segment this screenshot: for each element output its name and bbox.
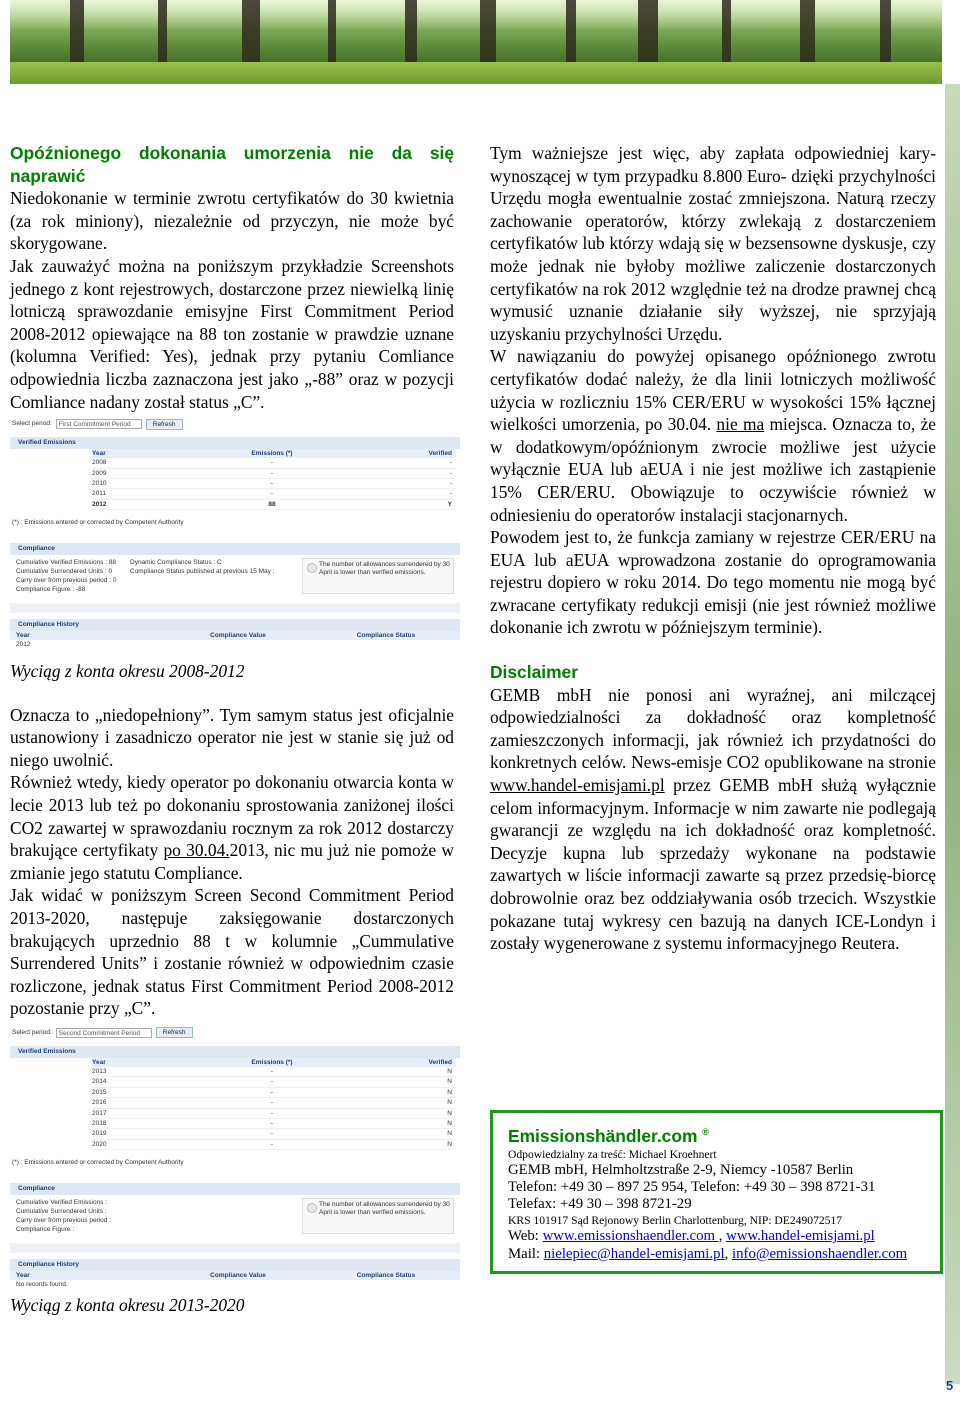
table-row: 2009 - - [92, 469, 456, 479]
table-row: 2019 - N [92, 1129, 456, 1139]
web-links: Web: www.emissionshaendler.com , www.handel-emisjami.pl [508, 1228, 875, 1245]
email-link[interactable]: nielepiec@handel-emisjami.pl [543, 1245, 725, 1262]
responsible-person: Odpowiedzialny za treść: Michael Kroehnert [508, 1147, 717, 1161]
section-heading: Opóźnionego dokonania umorzenia nie da się naprawić [10, 143, 454, 186]
table-row: 2013 - N [92, 1067, 456, 1077]
panel-header: Verified Emissions [10, 437, 460, 449]
disclaimer-heading: Disclaimer [490, 662, 578, 683]
paragraph: W nawiązaniu do powyżej opisanego opóźnionego zwrotu certyfikatów dodać należy, że dla linii lotniczych możliwość użycia w rozliczniu 15% CER/ERU w wysokości 15% łącznej wielkości umorzenia, po 30.04. nie ma miejsca. Oznacza to, że w dodatkowym/opóźnionym zwrocie możliwe jest użycie wyłącznie EUA lub aEUA i nie jest możliwe ich zastąpienie 15% CER/ERU. Obowiązuje to oczywiście również w odniesieniu do operatorów instalacji stacjonarnych. [490, 346, 937, 525]
email-links: Mail: nielepiec@handel-emisjami.pl, info@emissionshaendler.com [508, 1245, 908, 1262]
table-row: 2011 - - [92, 489, 456, 499]
company-registration: KRS 101917 Sąd Rejonowy Berlin Charlottenburg, NIP: DE249072517 [508, 1214, 843, 1228]
right-column [490, 142, 936, 955]
table-header: Year Compliance Value Compliance Status [10, 1271, 460, 1280]
left-column [10, 142, 454, 1316]
contact-box [490, 1110, 943, 1274]
period-select: Second Commitment Period [56, 1028, 152, 1038]
table-row: 2008 - - [92, 458, 456, 468]
figure-caption: Wyciąg z konta okresu 2013-2020 [10, 1294, 245, 1315]
panel-header: Compliance History [10, 1259, 460, 1271]
disclaimer-text: GEMB mbH nie ponosi ani wyraźnej, ani milczącej odpowiedzialności za dokładność oraz kompletność zamieszczonych informacji, jak również ich przydatności do konkretnych celów. News-emisje CO2 opublikowane na stronie www.handel-emisjami.pl przez GEMB mbH służą wyłącznie celom informacyjnym. Informacje w nim zawarte nie podlegają gwarancji ze względu na ich dokładność oraz kompletność. Decyzje kupna lub sprzedaży wykonane na podstawie zawartych w liście informacji zawarte są przez przedsię-biorcę dobrowolnie oraz bez oddziaływania osób trzecich. Wszystkie pokazane tutaj wykresy cen bazują na danych ICE-Londyn i zostały wygenerowane z systemu informacyjnego Reutera. [490, 684, 936, 954]
table-row: 2012 [16, 640, 31, 648]
table-row: 2017 - N [92, 1109, 456, 1119]
table-row: 2010 - - [92, 479, 456, 489]
paragraph: Również wtedy, kiedy operator po dokonaniu otwarcia konta w lecie 2013 lub też po dokonaniu sprostowania zaniżonej ilości CO2 zawartej w sprawozdaniu rocznym za rok 2012 dostarczy brakujące certyfikaty po 30.04.2013, nic mu już nie pomoże w zmianie jego statutu Compliance. [10, 772, 454, 883]
paragraph: Jak widać w poniższym Screen Second Commitment Period 2013-2020, następuje zaksięgowanie dostarczonych brakujących uprzednio 88 t w kolumnie „Cummulative Surrendered Units” i zostanie również w odpowiednim czasie rozliczone, jednak status First Commitment Period 2008-2012 pozostanie przy „C”. [10, 885, 454, 1019]
select-label: Select period: [12, 419, 52, 427]
table-note: (*) : Emissions entered or corrected by Competent Authority [12, 1159, 184, 1167]
refresh-button: Refresh [156, 1027, 193, 1038]
table-row: 2012 88 Y [92, 500, 456, 510]
paragraph: Tym ważniejsze jest więc, aby zapłata odpowiedniej kary- wynoszącej w tym przypadku 8.800 Euro- dzięki przychylności Urzędu mogła ewentualnie zostać zmniejszona. Naturą rzeczy zachowanie operatorów, którzy zwlekają z dostarczeniem certyfikatów lub którzy wdają się w bezsensowne dyskusje, czy może jednak nie byłoby możliwe zaliczenie dostarczonych certyfikatów na rok 2012 względnie też na drodze prawnej chcą wymusić uznanie działanie siły wyższej, nie sprzyjają uzyskaniu przychylności Urzędu. [490, 143, 936, 344]
panel-header: Verified Emissions [10, 1046, 460, 1058]
paragraph: Oznacza to „niedopełniony”. Tym samym status jest oficjalnie ustanowiony i zasadniczo operator nie jest w stanie się już od niego uwolnić. [10, 704, 454, 770]
period-select: First Commitment Period [56, 419, 142, 429]
table-row: 2014 - N [92, 1077, 456, 1087]
status-info-box: The number of allowances surrendered by 30 April is lower than verified emissions. [302, 558, 454, 594]
phone: Telefon: +49 30 – 897 25 954, Telefon: +49 30 – 398 8721-31 [508, 1179, 876, 1195]
paragraph: Niedokonanie w terminie zwrotu certyfikatów do 30 kwietnia (za rok miniony), niezależnie od przyczyn, nie może być skorygowane. [10, 188, 454, 254]
registry-screenshot-2013-2020 [10, 1026, 460, 1290]
table-row: No records found. [16, 1280, 68, 1288]
table-header: Year Compliance Value Compliance Status [10, 631, 460, 640]
paragraph: Powodem jest to, że funkcja zamiany w rejestrze CER/ERU na EUA lub aEUA wprowadzona zostanie do oprogramowania rejestru dopiero w roku 2014. Do tego momentu nie mogą być zwracane certyfikaty redukcji emisji (nie jest również możliwe dokonanie ich zwrotu w późniejszym terminie). [490, 527, 936, 638]
table-header: Year Emissions (*) Verified [92, 449, 456, 458]
figure-caption: Wyciąg z konta okresu 2008-2012 [10, 660, 245, 681]
panel-header: Compliance [10, 1183, 460, 1195]
refresh-button: Refresh [146, 419, 183, 430]
website-link[interactable]: www.emissionshaendler.com [542, 1228, 719, 1245]
table-row: 2015 - N [92, 1088, 456, 1098]
brand-name: Emissionshändler.com ® [508, 1125, 709, 1146]
address: GEMB mbH, Helmholtzstraße 2-9, Niemcy -10587 Berlin [508, 1161, 854, 1178]
website-link[interactable]: www.handel-emisjami.pl [726, 1228, 875, 1245]
decorative-sidebar [945, 84, 960, 1384]
compliance-details: Cumulative Verified Emissions : Cumulative Surrendered Units : Carry over from previous period : Compliance Figure : The number of allowances surrendered by 30 April is lower than verified emissions. [10, 1195, 460, 1237]
fax: Telefax: +49 30 – 398 8721-29 [508, 1196, 692, 1213]
paragraph: Jak zauważyć można na poniższym przykładzie Screenshots jednego z kont rejestrowych, dostarczone przez niewielką linię lotniczą sprawozdanie emisyjne First Commitment Period 2008-2012 opiewające na 88 ton zostanie w prawdzie uznane (kolumna Verified: Yes), jednak przy pytaniu Comliance odpowiednia liczba zaznaczona jest jako „-88” oraz w pozycji Comliance nadany został status „C”. [10, 255, 454, 412]
page-number: 5 [946, 1378, 954, 1393]
table-row: 2016 - N [92, 1098, 456, 1108]
table-note: (*) : Emissions entered or corrected by Competent Authority [12, 519, 184, 527]
registry-screenshot-2008-2012 [10, 417, 460, 650]
email-link[interactable]: info@emissionshaendler.com [732, 1245, 908, 1262]
header-forest-photo [10, 0, 942, 84]
compliance-details: Cumulative Verified Emissions : 88 Cumulative Surrendered Units : 0 Carry over from previous period : 0 Compliance Figure : -88 Dynamic Compliance Status : C Compliance Status published at previous 15 May : The number of allowances surrendered by 30 April is lower than verified emissions. [10, 555, 460, 597]
table-row: 2020 - N [92, 1140, 456, 1150]
status-info-box: The number of allowances surrendered by 30 April is lower than verified emissions. [302, 1198, 454, 1234]
table-header: Year Emissions (*) Verified [92, 1058, 456, 1067]
panel-header: Compliance [10, 543, 460, 555]
panel-header: Compliance History [10, 619, 460, 631]
website-link[interactable]: www.handel-emisjami.pl [490, 775, 665, 796]
select-label: Select period: [12, 1028, 52, 1036]
table-row: 2018 - N [92, 1119, 456, 1129]
